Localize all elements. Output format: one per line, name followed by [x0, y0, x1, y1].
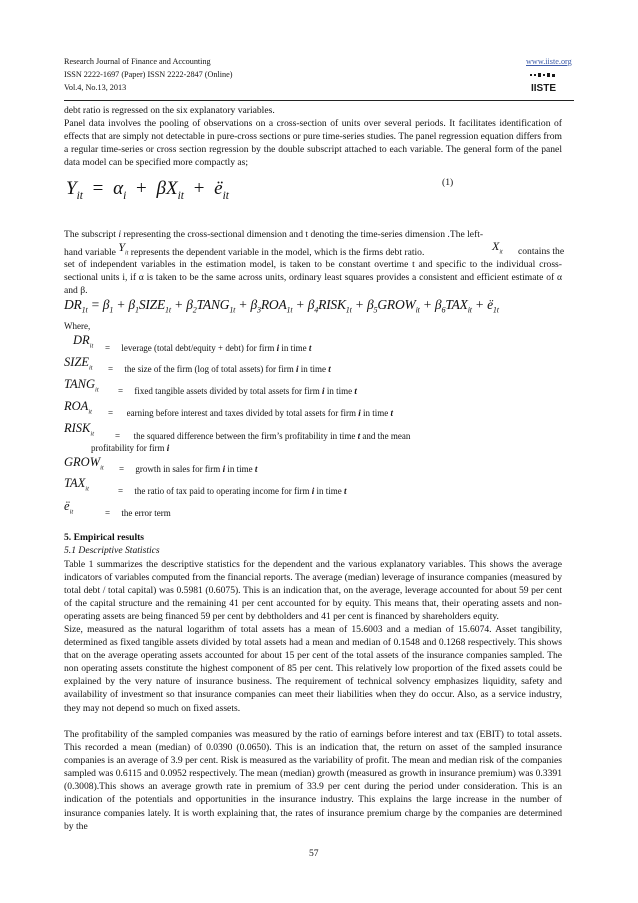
intro-line: debt ratio is regressed on the six explanatory variables.	[64, 105, 275, 116]
issn-line: ISSN 2222-1697 (Paper) ISSN 2222-2847 (Online)	[64, 70, 233, 79]
def-text-risk-cont: profitability for firm i	[91, 443, 170, 453]
def-text-dr: = leverage (total debt/equity + debt) for firm i in time t	[105, 343, 312, 353]
def-text-error: = the error term	[105, 508, 171, 518]
def-var-tax: $TAX_{it}$	[64, 476, 89, 493]
def-var-roa: $ROA_{it}$	[64, 399, 92, 416]
def-var-size: $SIZE_{it}$	[64, 355, 93, 372]
paragraph-leverage: Table 1 summarizes the descriptive statistics for the dependent and the various explanatory variables. This shows the average indicators of variables computed from the financial reports. The average (median) leverage of insurance companies (measured by total debt / total capital) was 0.5981 (0.6075). This is an indication that, on the average, leverage accounted for about 59 per cent of the capital structure and the remaining 41 per cent accounted for by equity. This means that, their operating assets and non-operating assets are being financed 59 per cent by debtholders and 41 per cent is financed by shareholders equity.	[64, 559, 562, 623]
section-heading: 5. Empirical results	[64, 532, 145, 543]
def-text-size: = the size of the firm (log of total assets) for firm i in time t	[108, 364, 331, 374]
panel-paragraph: Panel data involves the pooling of observations on a cross-section of units over several periods. It facilitates identification of effects that are simply not detectable in pure-cross sections or pure time-series studies. The panel regression equation differs from a regular time-series or cross section regression by the double subscript attached to each variable. The general form of the panel data model can be specified more compactly as;	[64, 118, 562, 169]
def-var-tang: $TANG_{it}$	[64, 377, 99, 394]
page-number: 57	[309, 848, 319, 859]
iiste-logo	[527, 71, 560, 95]
contains-text: contains the	[518, 246, 565, 257]
subscript-line-1: The subscript i representing the cross-sectional dimension and t denoting the time-series dimension .The left-	[64, 229, 484, 240]
def-text-grow: = growth in sales for firm i in time t	[119, 464, 258, 474]
logo-text: IISTE	[530, 83, 557, 94]
def-var-dr: $DR_{it}$	[73, 333, 94, 350]
subscript-line-2: hand variable $Y_{it}$ represents the dependent variable in the model, which is the firms debt ratio.	[64, 240, 425, 258]
subscript-paragraph-rest: set of independent variables in the estimation model, is taken to be constant overtime t and specific to the individual cross- sectional units i, if α is taken to be the same across units, ordinary least squares provides a consistent and efficient estimate of α and β.	[64, 259, 562, 297]
def-text-risk: = the squared difference between the firm’s profitability in time t and the mean	[115, 431, 411, 441]
paragraph-profitability: The profitability of the sampled companies was measured by the ratio of earnings before interest and tax (EBIT) to total assets. This recorded a mean (median) of 0.0390 (0.0650). This is an indication that, the return on asset of the sampled insurance companies is an average of 3.9 per cent. Risk is measured as the variability of profit. The mean and median risk of the companies sampled was 0.6115 and 0.0952 respectively. The mean (median) growth (measured as growth in insurance premium) was 0.3391 (0.3008).This shows an average growth rate in premium of 33.9 per cent during the period under consideration. This is an indication of the potentials and opportunities in the insurance industry. This explains the large increase in the number of insurance companies lately. It is worth explaining that, the rates of insurance premium charge by the companies are determined by the	[64, 729, 562, 832]
where-label: Where,	[64, 321, 91, 331]
def-text-tang: = fixed tangible assets divided by total assets for firm i in time t	[118, 386, 357, 396]
volume-line: Vol.4, No.13, 2013	[64, 83, 127, 92]
def-text-roa: = earning before interest and taxes divided by total assets for firm i in time t	[108, 408, 394, 418]
subsection-heading: 5.1 Descriptive Statistics	[64, 545, 160, 556]
def-var-risk: $RISK_{it}$	[64, 421, 95, 438]
equation-1: $Y_{it} = \alpha_i + \beta X_{it}$ + $ë_{it}$	[66, 178, 229, 202]
equation-number: (1)	[442, 177, 454, 188]
equation-2: $DR_{1t} = \beta_1$ + $\beta_1SIZE_{1t}$ + $\beta_2TANG_{1t} + \beta_3ROA_{1t}$ + $\beta_4RISK_{1t}$ + $\beta_5GROW_{it} + \beta_6TAX_{it}$ + $ë_{1t}$	[64, 297, 499, 315]
def-var-error: $ë_{it}$	[64, 499, 74, 516]
header-rule	[64, 100, 574, 101]
x-it-symbol: $X_{it}$	[492, 239, 503, 256]
def-var-grow: $GROW_{it}$	[64, 455, 104, 472]
journal-title: Research Journal of Finance and Accounting	[64, 57, 211, 66]
paragraph-size: Size, measured as the natural logarithm of total assets has a mean of 15.6003 and a median of 15.6074. Asset tangibility, determined as fixed tangible assets divided by total assets had a mean and median of 0.1548 and 0.1268 respectively. This shows that on the average operating assets accounted for about 15 per cent of the total assets of the insurance companies sampled. The non operating assets constitute the highest component of 85 per cent. This relatively low proportion of the fixed assets could be explained by the very nature of insurance business. The requirement of technical solvency emphasizes liquidity, safety and availability of investment so that insurance companies can meet their liabilities when they do occur. Also, as a service industry, they may not depend so much on fixed assets.	[64, 624, 562, 714]
journal-url-link[interactable]: www.iiste.org	[526, 57, 572, 66]
def-text-tax: = the ratio of tax paid to operating income for firm i in time t	[118, 486, 347, 496]
